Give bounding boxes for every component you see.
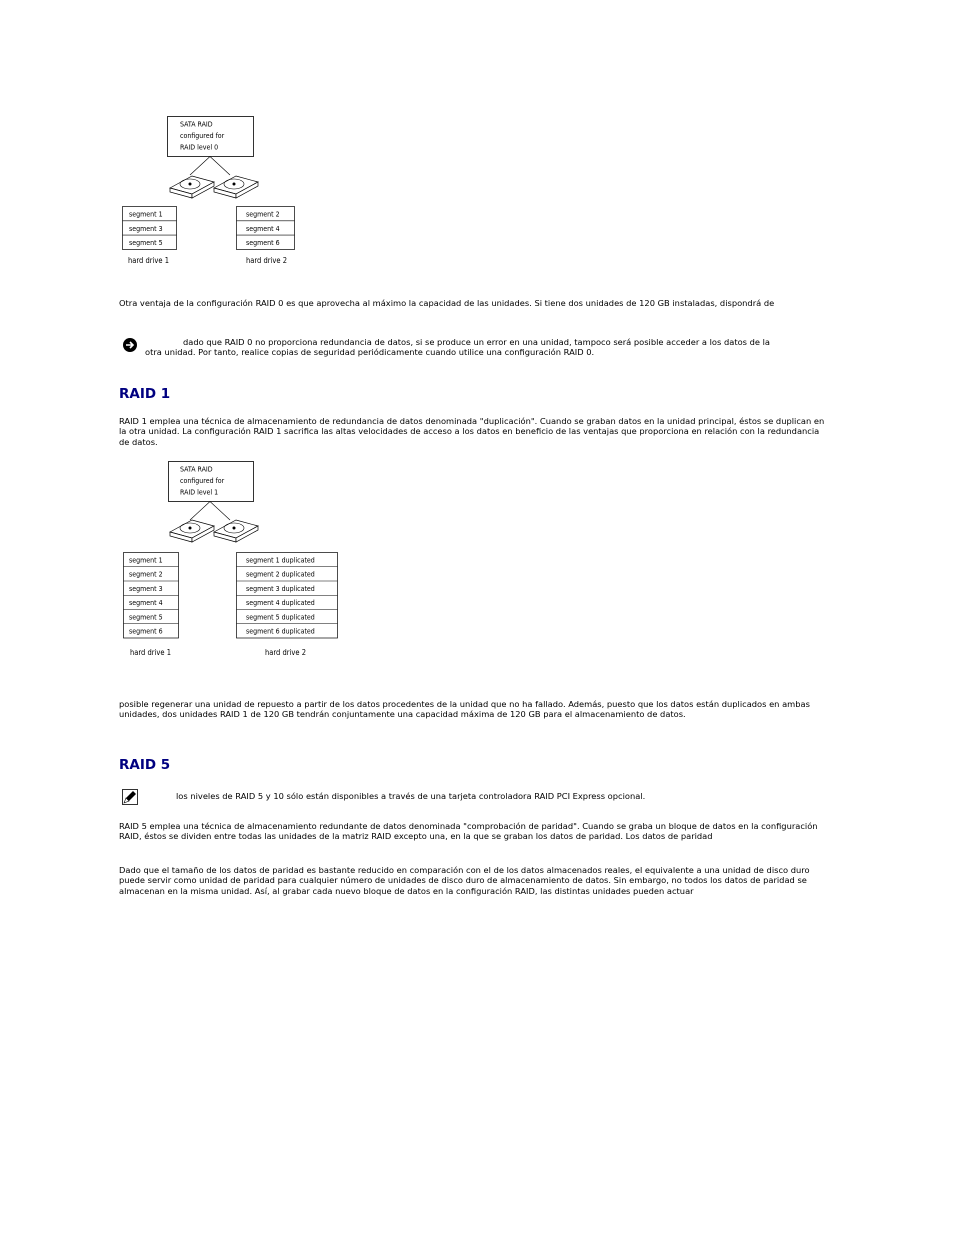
hard-drive-icon xyxy=(214,176,258,198)
raid1-segment-dup: segment 5 duplicated xyxy=(246,613,315,622)
raid0-segment: segment 4 xyxy=(246,224,280,233)
raid1-segment-dup: segment 1 duplicated xyxy=(246,556,315,565)
raid0-capacity-paragraph: Otra ventaja de la configuración RAID 0 es que aprovecha al máximo la capacidad de las unidades. Si tiene dos unidades de 120 GB instaladas, dispondrá de xyxy=(119,298,775,308)
raid5-heading: RAID 5 xyxy=(119,757,171,773)
raid1-segment: segment 4 xyxy=(129,599,163,607)
raid1-drive-label: hard drive 1 xyxy=(130,648,171,657)
notice-text-line1: dado que RAID 0 no proporciona redundancia de datos, si se produce un error en una unidad, tampoco será posible acceder a los datos de la xyxy=(183,337,771,347)
raid0-drive-label: hard drive 1 xyxy=(128,256,169,265)
raid0-diagram xyxy=(110,108,310,270)
notice-icon xyxy=(122,337,138,353)
raid1-paragraph: RAID 1 emplea una técnica de almacenamiento de redundancia de datos denominada "duplicación". Cuando se graban datos en la unidad principal, éstos se duplican en la otra unidad. La configuración RAID 1 sacrifica las altas velocidades de acceso a los datos en beneficio de las ventajas que proporciona en relación con la redundancia de datos. xyxy=(119,416,825,447)
raid1-segment-dup: segment 2 duplicated xyxy=(246,570,315,579)
raid1-segment: segment 5 xyxy=(129,613,163,622)
raid1-box-line: RAID level 1 xyxy=(180,488,219,497)
raid1-segment-dup: segment 4 duplicated xyxy=(246,599,315,607)
hard-drive-icon xyxy=(214,520,258,542)
raid0-segment: segment 6 xyxy=(246,239,280,247)
raid1-box-line: configured for xyxy=(180,477,225,485)
raid1-segment-dup: segment 6 duplicated xyxy=(246,627,315,636)
raid0-box-line: SATA RAID xyxy=(180,120,213,129)
raid1-segment: segment 2 xyxy=(129,570,163,579)
raid0-box-line: RAID level 0 xyxy=(180,143,219,152)
notice-text-line2: otra unidad. Por tanto, realice copias de seguridad periódicamente cuando utilice una configuración RAID 0. xyxy=(145,347,595,357)
raid0-box-line: configured for xyxy=(180,132,225,140)
raid0-drive-label: hard drive 2 xyxy=(246,256,287,265)
raid1-drive-label: hard drive 2 xyxy=(265,648,306,657)
raid1-segment: segment 1 xyxy=(129,556,163,565)
raid1-heading: RAID 1 xyxy=(119,386,171,402)
raid1-followup-paragraph: posible regenerar una unidad de repuesto a partir de los datos procedentes de la unidad que no ha fallado. Además, puesto que los datos están duplicados en ambas unidades, dos unidades RAID 1 de 120 GB tendrán conjuntamente una capacidad máxima de 120 GB para el almacenamiento de datos. xyxy=(119,699,810,720)
raid1-diagram xyxy=(110,454,350,664)
raid5-paragraph-2: Dado que el tamaño de los datos de paridad es bastante reducido en comparación con el de los datos almacenados reales, el equivalente a una unidad de disco duro puede servir como unidad de paridad para cualquier número de unidades de disco duro de almacenamiento de datos. Sin embargo, no todos los datos de paridad se almacenan en la misma unidad. Así, al grabar cada nuevo bloque de datos en la configuración RAID, las distintas unidades pueden actuar xyxy=(119,865,810,896)
note-pencil-icon xyxy=(122,789,138,805)
raid5-paragraph-1: RAID 5 emplea una técnica de almacenamiento redundante de datos denominada "comprobación de paridad". Cuando se graba un bloque de datos en la configuración RAID, éstos se dividen entre todas las unidades de la matriz RAID excepto una, en la que se graban los datos de paridad. Los datos de paridad xyxy=(119,821,818,842)
hard-drive-icon xyxy=(170,176,214,198)
raid0-segment: segment 5 xyxy=(129,239,163,247)
raid0-segment: segment 3 xyxy=(129,224,163,233)
raid1-segment-dup: segment 3 duplicated xyxy=(246,584,315,593)
hard-drive-icon xyxy=(170,520,214,542)
raid0-segment: segment 2 xyxy=(246,210,280,219)
raid1-segment: segment 6 xyxy=(129,627,163,636)
raid0-segment: segment 1 xyxy=(129,210,163,219)
raid5-note-text: los niveles de RAID 5 y 10 sólo están disponibles a través de una tarjeta controladora RAID PCI Express opcional. xyxy=(176,791,646,801)
raid1-segment: segment 3 xyxy=(129,584,163,593)
raid1-box-line: SATA RAID xyxy=(180,465,213,474)
